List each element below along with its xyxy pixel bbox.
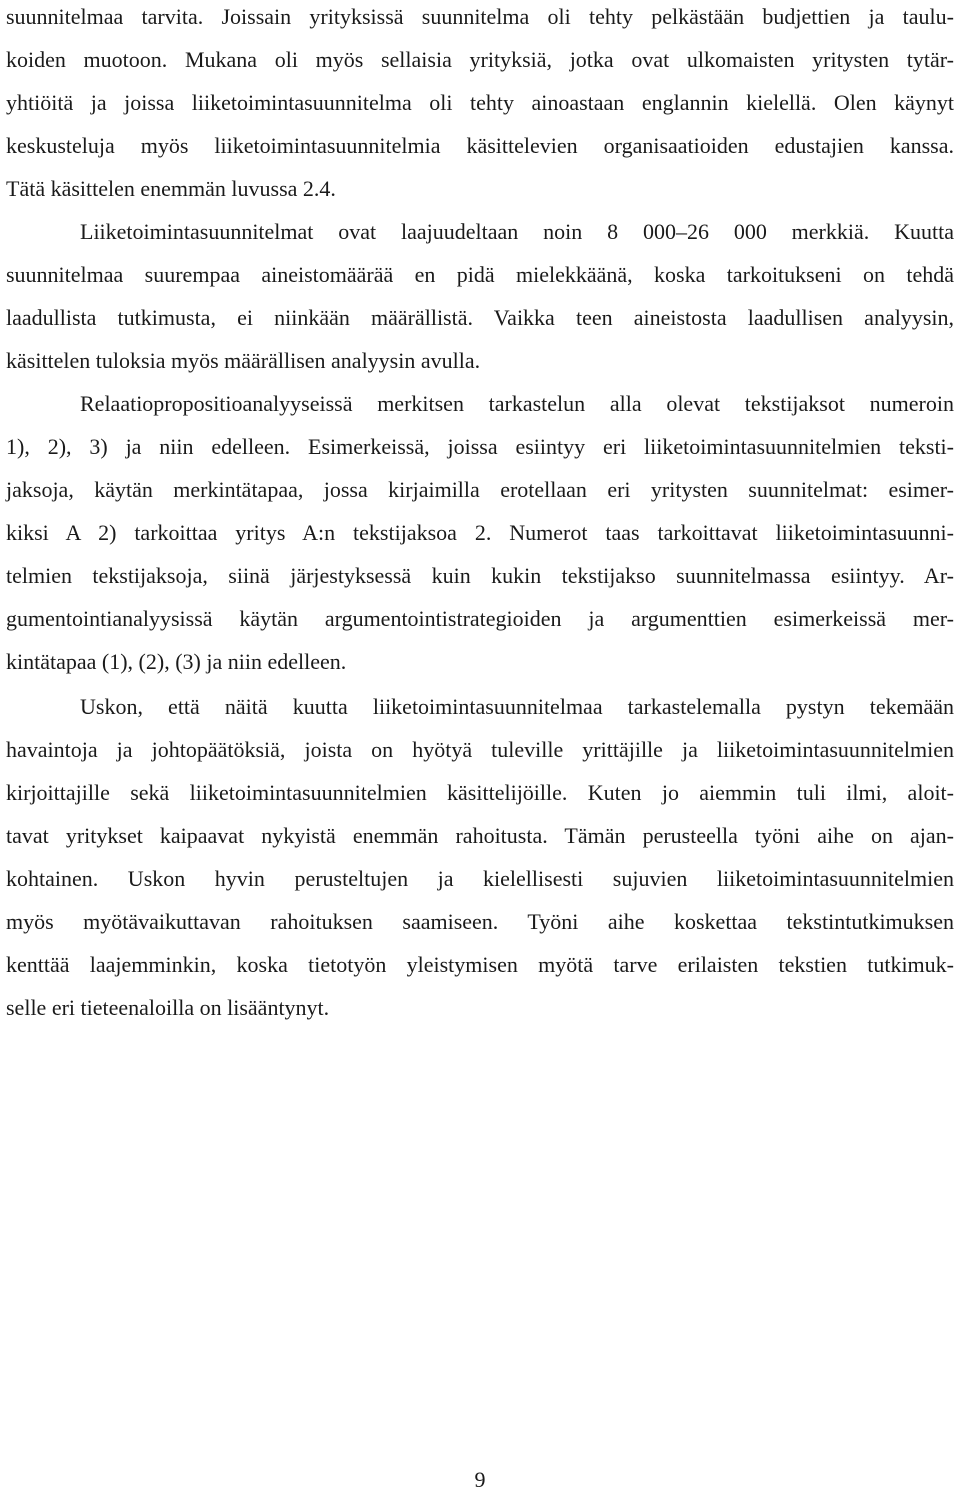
text-line: havaintoja ja johtopäätöksiä, joista on hyötyä tuleville yrittäjille ja liiketoimintasuunnitelmien xyxy=(6,737,954,762)
text-line: Relaatiopropositioanalyyseissä merkitsen tarkastelun alla olevat tekstijaksot numeroin xyxy=(80,391,954,416)
text-line: kiksi A 2) tarkoittaa yritys A:n tekstijaksoa 2. Numerot taas tarkoittavat liiketoimintasuunni- xyxy=(6,520,954,545)
text-line: telmien tekstijaksoja, siinä järjestyksessä kuin kukin tekstijakso suunnitelmassa esiintyy. Ar- xyxy=(6,563,954,588)
text-line: Tätä käsittelen enemmän luvussa 2.4. xyxy=(6,176,336,201)
text-line: suunnitelmaa tarvita. Joissain yrityksissä suunnitelma oli tehty pelkästään budjettien ja taulu- xyxy=(6,4,954,29)
text-line: tavat yritykset kaipaavat nykyistä enemmän rahoitusta. Tämän perusteella työni aihe on ajan- xyxy=(6,823,954,848)
text-line: Uskon, että näitä kuutta liiketoimintasuunnitelmaa tarkastelemalla pystyn tekemään xyxy=(80,694,954,719)
text-line: kintätapaa (1), (2), (3) ja niin edelleen. xyxy=(6,649,347,674)
text-line: koiden muotoon. Mukana oli myös sellaisia yrityksiä, jotka ovat ulkomaisten yritysten tytär- xyxy=(6,47,954,72)
text-line: gumentointianalyysissä käytän argumentointistrategioiden ja argumenttien esimerkeissä mer- xyxy=(6,606,954,631)
text-line: käsittelen tuloksia myös määrällisen analyysin avulla. xyxy=(6,348,481,373)
text-line: kenttää laajemminkin, koska tietotyön yleistymisen myötä tarve erilaisten tekstien tutkimuk- xyxy=(6,952,954,977)
text-line: yhtiöitä ja joissa liiketoimintasuunnitelma oli tehty ainoastaan englannin kielellä. Olen käynyt xyxy=(6,90,954,115)
text-line: keskusteluja myös liiketoimintasuunnitelmia käsittelevien organisaatioiden edustajien kanssa. xyxy=(6,133,954,158)
text-line: laadullista tutkimusta, ei niinkään määrällistä. Vaikka teen aineistosta laadullisen analyysin, xyxy=(6,305,954,330)
text-line: kirjoittajille sekä liiketoimintasuunnitelmien käsittelijöille. Kuten jo aiemmin tuli ilmi, aloit- xyxy=(6,780,954,805)
text-line: Liiketoimintasuunnitelmat ovat laajuudeltaan noin 8 000–26 000 merkkiä. Kuutta xyxy=(80,219,954,244)
page-number: 9 xyxy=(474,1467,486,1492)
text-line: suunnitelmaa suurempaa aineistomäärää en pidä mielekkäänä, koska tarkoitukseni on tehdä xyxy=(6,262,954,287)
text-line: selle eri tieteenaloilla on lisääntynyt. xyxy=(6,995,330,1020)
text-line: myös myötävaikuttavan rahoituksen saamiseen. Työni aihe koskettaa tekstintutkimuksen xyxy=(6,909,954,934)
text-line: jaksoja, käytän merkintätapaa, jossa kirjaimilla erotellaan eri yritysten suunnitelmat: esimer- xyxy=(6,477,954,502)
text-line: kohtainen. Uskon hyvin perusteltujen ja kielellisesti sujuvien liiketoimintasuunnitelmien xyxy=(6,866,954,891)
text-line: 1), 2), 3) ja niin edelleen. Esimerkeissä, joissa esiintyy eri liiketoimintasuunnitelmien teksti- xyxy=(6,434,954,459)
